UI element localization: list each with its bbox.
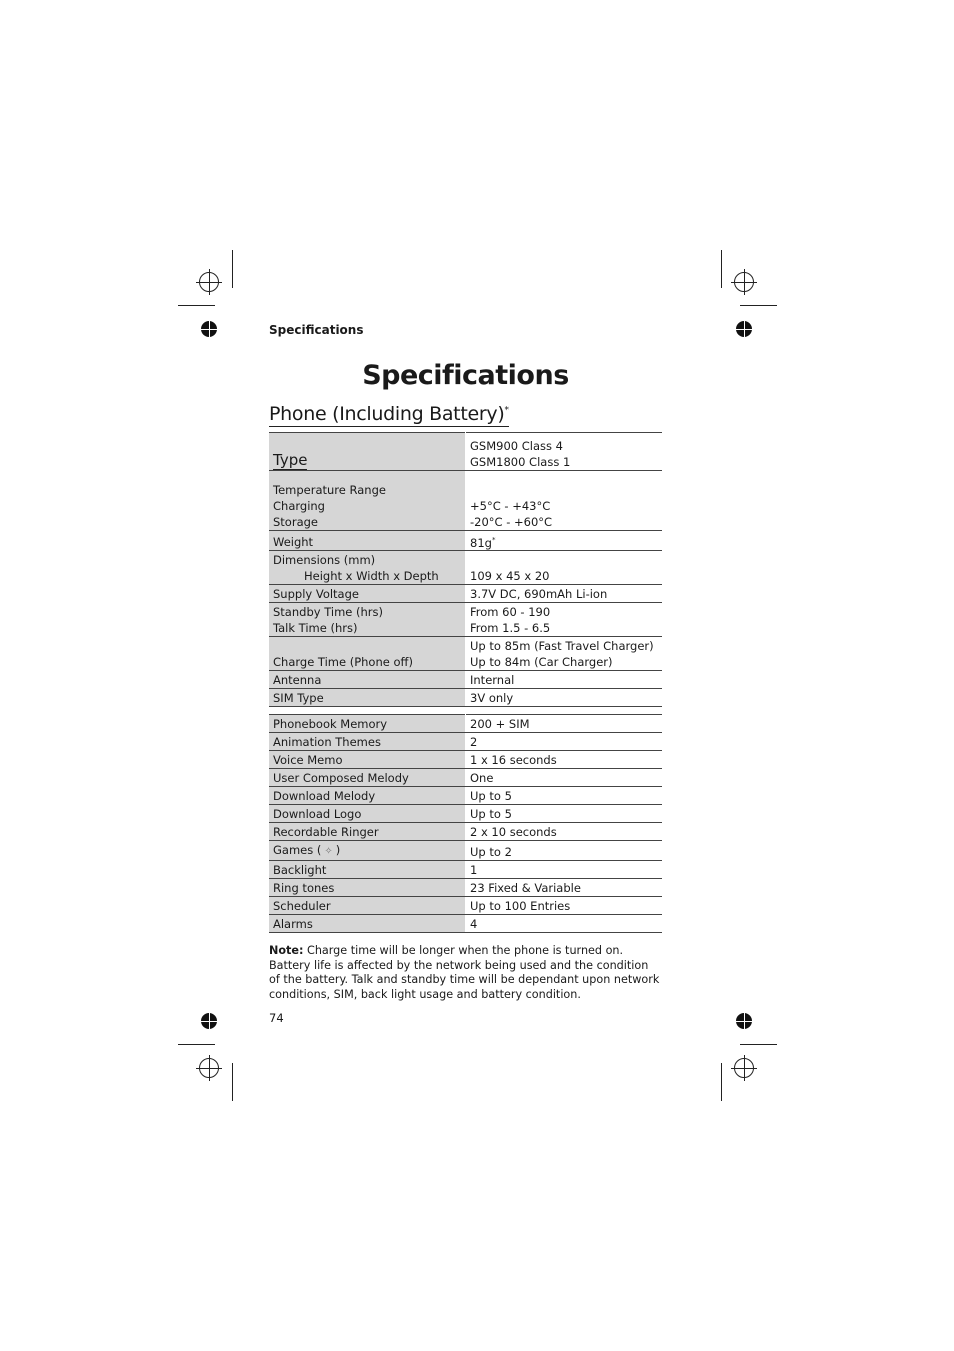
feature-label: Alarms <box>273 917 313 931</box>
type-value: GSM1800 Class 1 <box>470 455 571 469</box>
type-label-cell <box>269 433 466 471</box>
table-row <box>269 481 662 531</box>
table-row <box>269 433 662 471</box>
feature-value-cell <box>466 751 663 769</box>
spec-value-cell <box>466 585 663 603</box>
feature-label: Backlight <box>273 863 327 877</box>
spec-label-cell <box>269 603 466 637</box>
spec-label: Supply Voltage <box>273 587 359 602</box>
feature-label: User Composed Melody <box>273 771 409 785</box>
feature-label: Download Melody <box>273 789 376 803</box>
running-head: Specifications <box>269 323 364 337</box>
feature-label: Animation Themes <box>273 735 381 749</box>
table-spacer <box>269 471 662 481</box>
spec-label-cell <box>269 551 466 585</box>
spec-label: Antenna <box>273 673 322 688</box>
registration-dot-icon <box>201 321 217 337</box>
spec-value: From 1.5 - 6.5 <box>470 621 551 636</box>
feature-value: Up to 2 <box>470 845 512 859</box>
feature-label-cell <box>269 787 466 805</box>
spec-label: Standby Time (hrs) <box>273 605 383 620</box>
feature-value-cell <box>466 733 663 751</box>
spec-table-phone <box>269 432 662 707</box>
spec-value: 3.7V DC, 690mAh Li-ion <box>470 587 608 602</box>
feature-label: Phonebook Memory <box>273 717 388 731</box>
table-row <box>269 861 662 879</box>
feature-value: Up to 5 <box>470 807 512 821</box>
type-label: Type <box>273 451 308 469</box>
spec-table-features <box>269 714 662 933</box>
feature-label-cell <box>269 897 466 915</box>
spec-value-cell <box>466 530 663 551</box>
feature-label-suffix: ) <box>335 843 341 857</box>
spec-label-cell <box>269 530 466 551</box>
feature-label: Ring tones <box>273 881 335 895</box>
page-title: Specifications <box>362 360 569 391</box>
subtitle-footnote-mark: * <box>504 405 509 416</box>
feature-label-cell <box>269 769 466 787</box>
note-text: Charge time will be longer when the phone is turned on. Battery life is affected by the network being used and the condition of the battery. Talk and standby time will be dependant upon network conditions, SIM, back light usage and battery condition. <box>269 944 660 1001</box>
page-number: 74 <box>269 1011 284 1025</box>
note-label: Note: <box>269 944 304 957</box>
feature-value: One <box>470 771 494 785</box>
table-row <box>269 823 662 841</box>
table-row <box>269 637 662 671</box>
type-value: GSM900 Class 4 <box>470 439 563 453</box>
feature-value-cell <box>466 915 663 933</box>
table-row <box>269 751 662 769</box>
feature-label-cell <box>269 733 466 751</box>
table-row <box>269 530 662 551</box>
feature-value: 1 <box>470 863 478 877</box>
table-row <box>269 715 662 733</box>
spec-label-cell <box>269 689 466 707</box>
feature-label: Scheduler <box>273 899 331 913</box>
spec-value: 109 x 45 x 20 <box>470 569 550 584</box>
feature-label-cell <box>269 879 466 897</box>
table-row <box>269 603 662 637</box>
spec-value: +5°C - +43°C <box>470 498 551 513</box>
spec-value-cell <box>466 671 663 689</box>
feature-value-cell <box>466 787 663 805</box>
spec-label: Charge Time (Phone off) <box>273 655 413 670</box>
spec-value-cell <box>466 481 663 531</box>
table-row <box>269 879 662 897</box>
feature-value: Up to 5 <box>470 789 512 803</box>
feature-value-cell <box>466 769 663 787</box>
weight-footnote-mark: * <box>491 535 496 544</box>
feature-label-cell <box>269 823 466 841</box>
registration-dot-icon <box>736 1013 752 1029</box>
feature-label: Recordable Ringer <box>273 825 379 839</box>
feature-value-cell <box>466 897 663 915</box>
spec-label-cell <box>269 671 466 689</box>
table-row <box>269 805 662 823</box>
spec-label-cell <box>269 637 466 671</box>
spec-label: Dimensions (mm) <box>273 553 376 568</box>
registration-mark-icon <box>734 1058 754 1078</box>
feature-label-cell <box>269 915 466 933</box>
table-row <box>269 787 662 805</box>
spec-label: Storage <box>273 514 318 529</box>
feature-value-cell <box>466 715 663 733</box>
subtitle-text: Phone (Including Battery) <box>269 403 505 425</box>
spec-value: 81g <box>470 535 492 550</box>
spec-value-cell <box>466 637 663 671</box>
feature-value: 2 x 10 seconds <box>470 825 557 839</box>
spec-value: Up to 85m (Fast Travel Charger) <box>470 639 654 654</box>
spec-value: Internal <box>470 673 515 688</box>
feature-label-cell <box>269 751 466 769</box>
feature-value: Up to 100 Entries <box>470 899 571 913</box>
feature-value: 200 + SIM <box>470 717 530 731</box>
type-value-cell <box>466 433 663 471</box>
table-row <box>269 897 662 915</box>
spec-label-cell <box>269 585 466 603</box>
feature-value-cell <box>466 823 663 841</box>
feature-value-cell <box>466 861 663 879</box>
table-row <box>269 841 662 861</box>
spec-value: -20°C - +60°C <box>470 514 553 529</box>
registration-dot-icon <box>736 321 752 337</box>
spec-value-cell <box>466 689 663 707</box>
feature-value: 2 <box>470 735 478 749</box>
spec-value-cell <box>466 603 663 637</box>
table-row <box>269 733 662 751</box>
spec-label: Charging <box>273 498 325 513</box>
spec-label: Weight <box>273 535 314 550</box>
table-row <box>269 585 662 603</box>
registration-mark-icon <box>199 1058 219 1078</box>
section-subtitle <box>269 403 509 427</box>
spec-value: From 60 - 190 <box>470 605 551 620</box>
spec-label: Height x Width x Depth <box>304 569 439 584</box>
feature-label-cell <box>269 805 466 823</box>
table-row <box>269 551 662 585</box>
feature-label-cell <box>269 861 466 879</box>
spec-label-cell <box>269 481 466 531</box>
feature-value-cell <box>466 879 663 897</box>
registration-mark-icon <box>199 272 219 292</box>
table-row <box>269 769 662 787</box>
registration-mark-icon <box>734 272 754 292</box>
spec-value: Up to 84m (Car Charger) <box>470 655 613 670</box>
feature-value: 23 Fixed & Variable <box>470 881 581 895</box>
registration-dot-icon <box>201 1013 217 1029</box>
feature-value: 4 <box>470 917 478 931</box>
spec-value: 3V only <box>470 691 514 706</box>
feature-value-cell <box>466 805 663 823</box>
table-row <box>269 915 662 933</box>
feature-label-cell <box>269 715 466 733</box>
spec-label: SIM Type <box>273 691 324 706</box>
feature-value: 1 x 16 seconds <box>470 753 557 767</box>
spec-label: Talk Time (hrs) <box>273 621 358 636</box>
spec-value-cell <box>466 551 663 585</box>
feature-label-cell <box>269 841 466 861</box>
note-paragraph <box>269 944 662 1002</box>
spec-label: Temperature Range <box>273 482 386 497</box>
feature-label: Download Logo <box>273 807 362 821</box>
feature-value-cell <box>466 841 663 861</box>
feature-label: Games ( <box>273 843 322 857</box>
feature-label: Voice Memo <box>273 753 343 767</box>
table-row <box>269 689 662 707</box>
games-icon: ✧ <box>324 846 333 857</box>
table-row <box>269 671 662 689</box>
